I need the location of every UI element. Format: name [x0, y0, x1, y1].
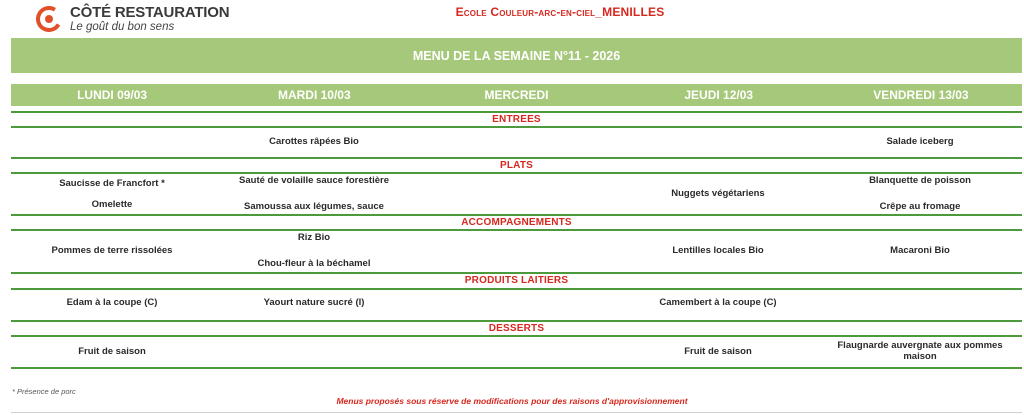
plat-vendredi-2: Crêpe au fromage: [879, 201, 961, 212]
plat-jeudi: Nuggets végétariens: [671, 188, 765, 199]
entree-mardi: Carottes râpées Bio: [269, 136, 359, 147]
divider-line: [11, 320, 1022, 322]
plat-mardi-2: Samoussa aux légumes, sauce: [244, 201, 384, 212]
accomp-mardi-1: Riz Bio: [297, 232, 331, 243]
plat-lundi-1: Saucisse de Francfort *: [59, 178, 165, 189]
accomp-mardi-2: Chou-fleur à la béchamel: [257, 258, 371, 269]
accomp-jeudi: Lentilles locales Bio: [672, 245, 764, 256]
dessert-lundi: Fruit de saison: [78, 346, 146, 357]
laitier-lundi: Edam à la coupe (C): [66, 297, 158, 308]
section-title-plats: PLATS: [499, 160, 534, 171]
day-mercredi: MERCREDI: [484, 88, 549, 102]
supply-disclaimer: Menus proposés sous réserve de modifications pour des raisons d'approvisionnement: [336, 396, 688, 406]
divider-line: [11, 111, 1022, 113]
cote-restauration-logo-icon: [36, 6, 62, 32]
day-lundi: LUNDI 09/03: [77, 88, 148, 102]
laitier-jeudi: Camembert à la coupe (C): [659, 297, 777, 308]
brand-tagline: Le goût du bon sens: [70, 21, 175, 33]
divider-line: [11, 214, 1022, 216]
accomp-vendredi: Macaroni Bio: [890, 245, 950, 256]
plat-lundi-2: Omelette: [91, 199, 133, 210]
plat-vendredi-1: Blanquette de poisson: [869, 175, 971, 186]
section-title-produits-laitiers: PRODUITS LAITIERS: [464, 275, 569, 286]
plat-mardi-1: Sauté de volaille sauce forestière: [239, 175, 389, 186]
divider-line: [11, 288, 1022, 290]
divider-line: [11, 172, 1022, 174]
laitier-mardi: Yaourt nature sucré (l): [263, 297, 365, 308]
days-header: [11, 84, 1022, 106]
week-banner: [11, 38, 1022, 73]
day-jeudi: JEUDI 12/03: [684, 88, 754, 102]
divider-line: [11, 367, 1022, 369]
brand-name: CÔTÉ RESTAURATION: [70, 4, 230, 21]
section-title-entrees: ENTREES: [492, 114, 541, 125]
bottom-rule: [11, 412, 1022, 413]
pork-footnote: * Présence de porc: [12, 387, 76, 396]
section-title-desserts: DESSERTS: [488, 323, 545, 334]
dessert-jeudi: Fruit de saison: [684, 346, 752, 357]
divider-line: [11, 272, 1022, 274]
day-mardi: MARDI 10/03: [277, 88, 351, 102]
school-title: Ecole Couleur-arc-en-ciel_MENILLES: [455, 5, 665, 19]
divider-line: [11, 157, 1022, 159]
day-vendredi: VENDREDI 13/03: [873, 88, 969, 102]
divider-line: [11, 229, 1022, 231]
entree-vendredi: Salade iceberg: [886, 136, 954, 147]
divider-line: [11, 335, 1022, 337]
section-title-accompagnements: ACCOMPAGNEMENTS: [461, 217, 572, 228]
accomp-lundi: Pommes de terre rissolées: [51, 245, 173, 256]
divider-line: [11, 126, 1022, 128]
dessert-vendredi: Flaugnarde auvergnate aux pommes maison: [837, 340, 1003, 362]
week-title: MENU DE LA SEMAINE N°11 - 2026: [412, 48, 621, 63]
